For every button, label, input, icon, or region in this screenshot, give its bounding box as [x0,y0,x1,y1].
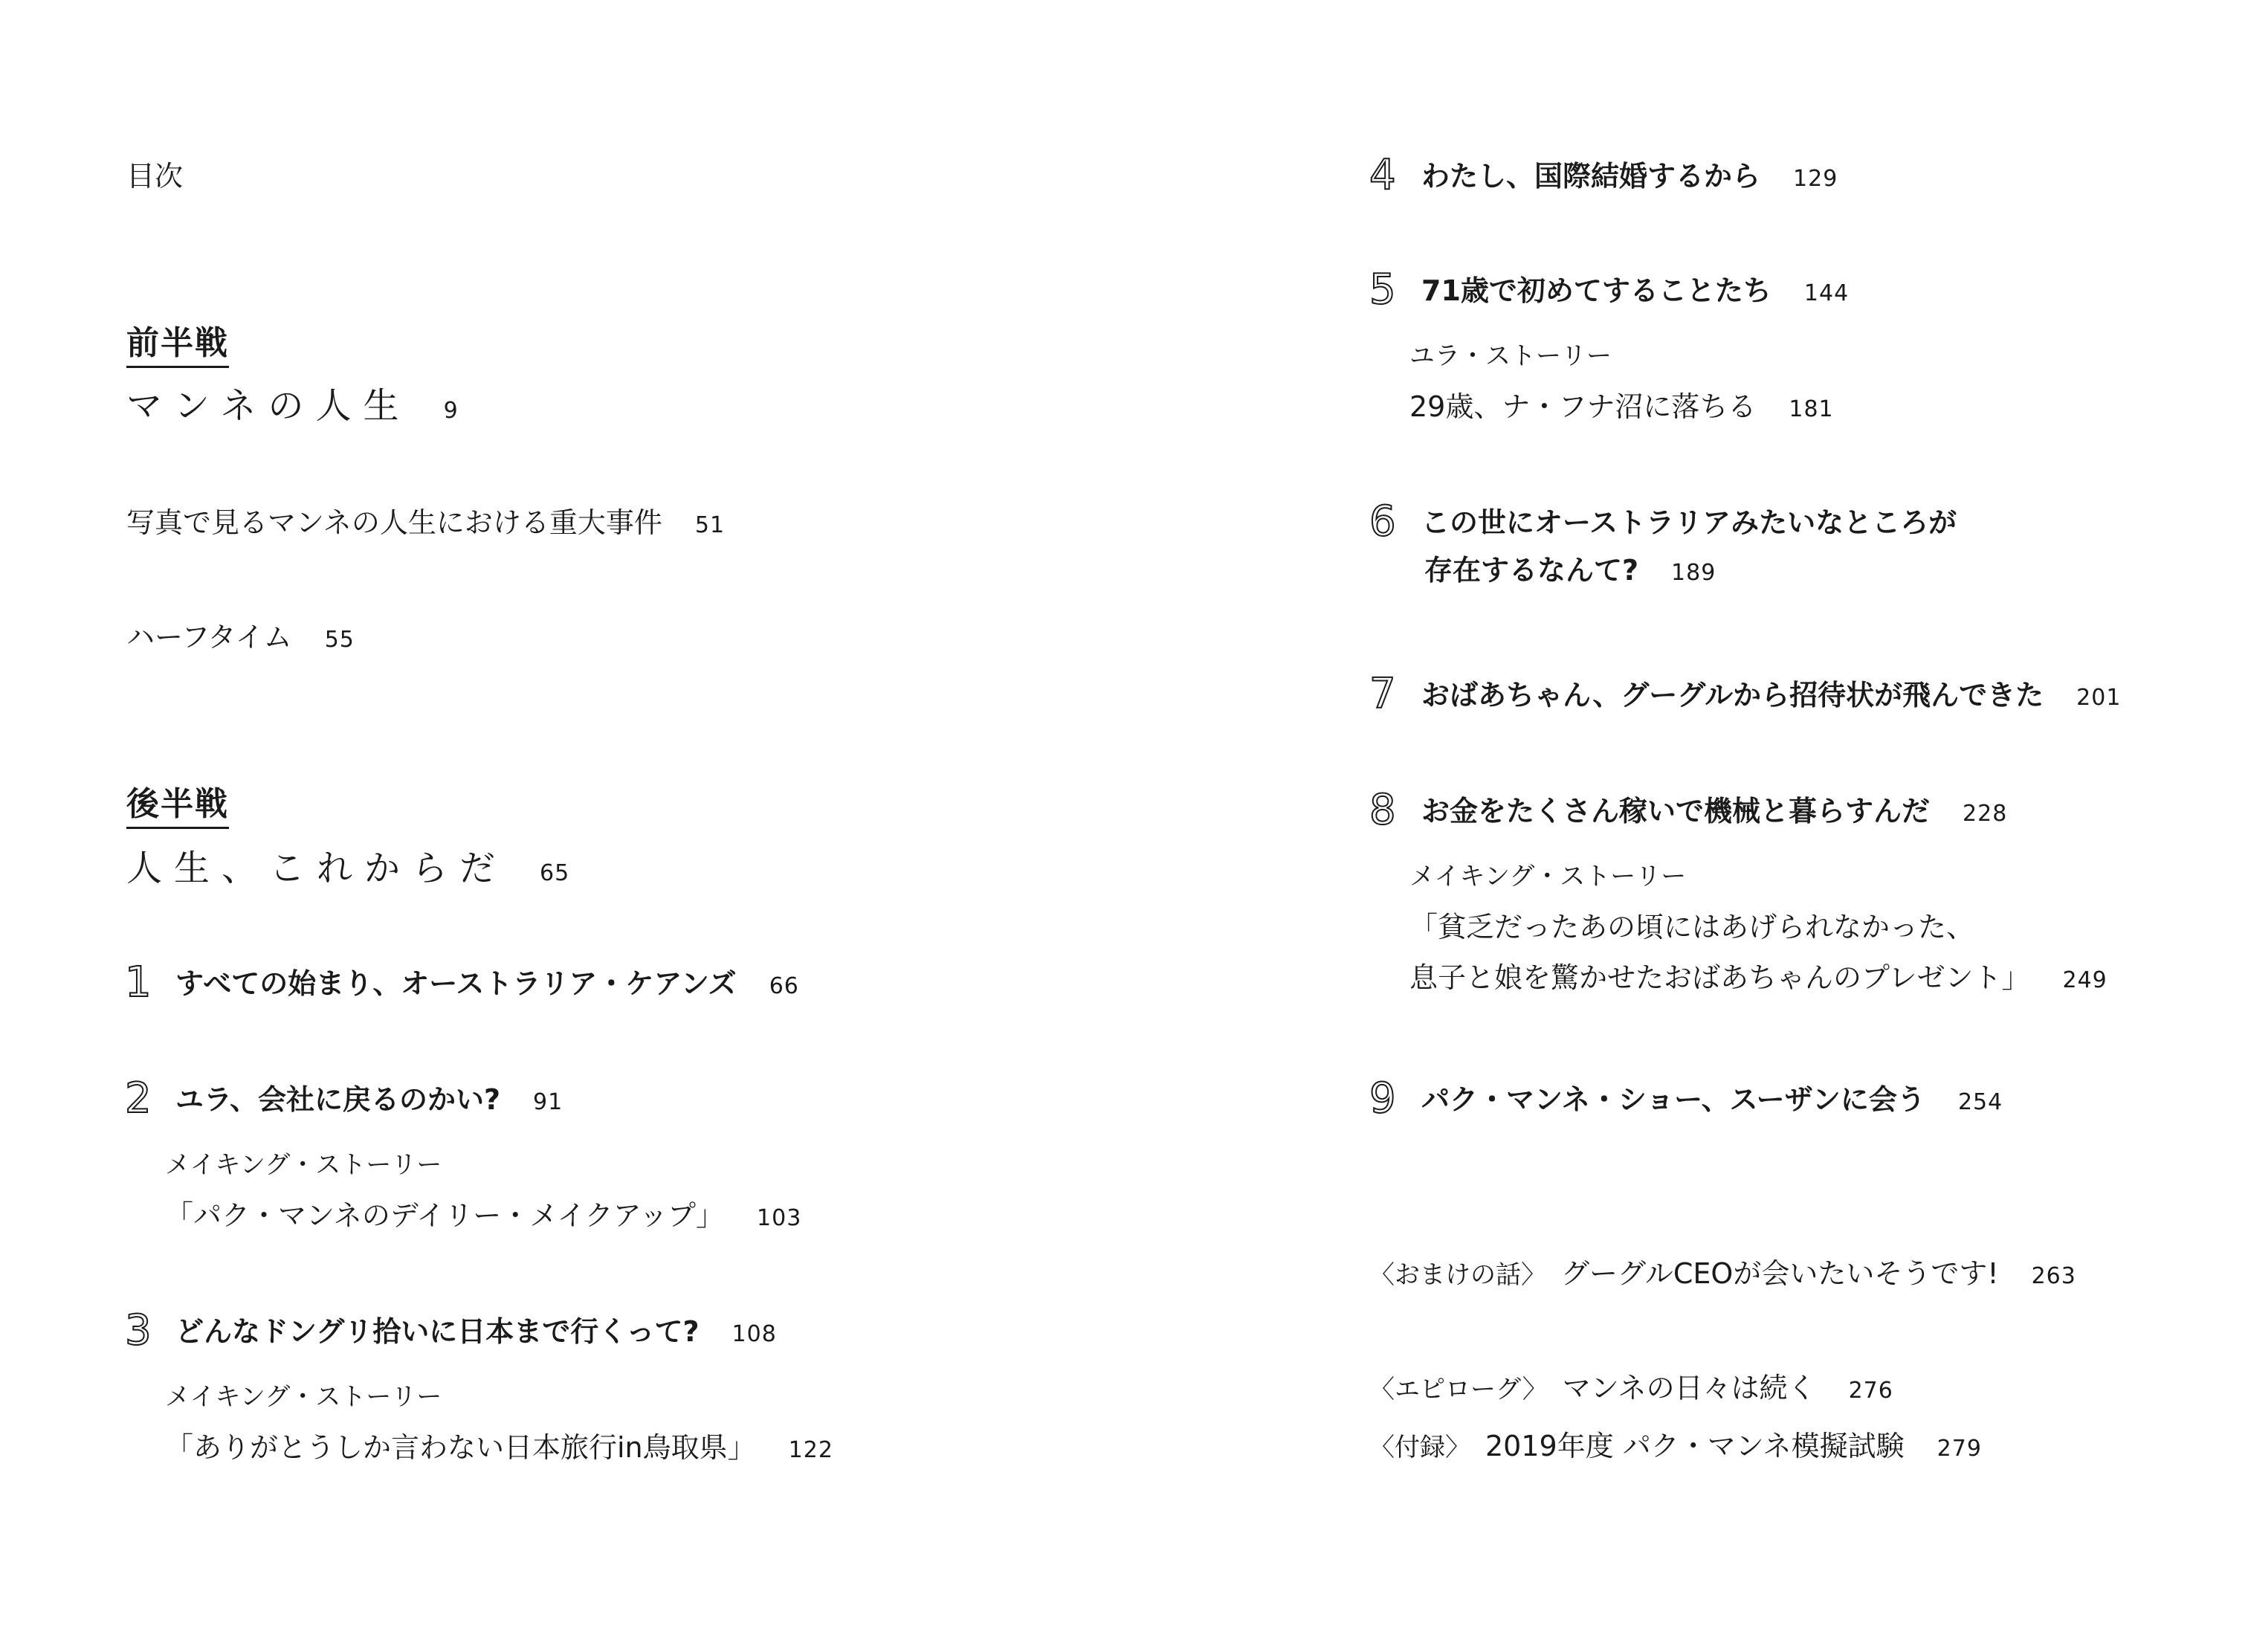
page-number: 65 [540,860,570,886]
extra-label: 〈おまけの話〉 [1369,1260,1546,1290]
chapter-title-line2: 存在するなんて? [1424,554,1639,587]
extra-entry[interactable] [1369,1432,1982,1460]
page-number: 189 [1671,560,1716,586]
toc-item[interactable] [126,506,726,539]
extra-title: 2019年度 パク・マンネ模擬試験 [1485,1430,1905,1462]
page-number: 276 [1848,1378,1893,1404]
page-number: 55 [324,627,355,653]
page-number: 201 [2076,685,2122,711]
chapter-entry[interactable] [175,1085,563,1114]
chapter-number: 2 [125,1074,152,1123]
chapter-title: わたし、国際結婚するから [1421,160,1761,193]
page-number: 129 [1793,166,1838,192]
toc-title: 目次 [126,160,184,193]
chapter-title-line1[interactable]: この世にオーストラリアみたいなところが [1421,506,1957,539]
chapter-entry[interactable] [175,969,799,998]
chapter-entry[interactable] [1421,160,1838,193]
page-number: 51 [694,512,726,538]
extra-label: 〈付録〉 [1369,1433,1470,1462]
sub-story-title: 「パク・マンネのデイリー・メイクアップ」 [165,1199,725,1232]
chapter-title: おばあちゃん、グーグルから招待状が飛んできた [1421,679,2044,712]
sub-story-entry[interactable] [1409,961,2108,994]
sub-story-entry[interactable] [165,1201,801,1230]
chapter-number: 4 [1369,151,1396,199]
chapter-number: 8 [1369,786,1396,834]
page-number: 228 [1963,801,2008,827]
page-number: 103 [757,1205,802,1231]
chapter-title: パク・マンネ・ショー、スーザンに会う [1421,1083,1925,1116]
sub-story-title: 「ありがとうしか言わない日本旅行in鳥取県」 [165,1431,756,1464]
chapter-number: 5 [1369,265,1396,314]
page-number: 254 [1957,1089,2003,1115]
page-number: 144 [1803,280,1850,306]
chapter-title: すべての始まり、オーストラリア・ケアンズ [175,967,737,1000]
chapter-title: 71歳で初めてすることたち [1421,274,1771,307]
second-half-title: 人生、これからだ [126,848,508,889]
chapter-entry[interactable] [1424,554,1716,587]
sub-story-label: ユラ・ストーリー [1409,341,1612,371]
page-number: 122 [788,1437,833,1463]
toc-item[interactable] [126,621,355,654]
chapter-title: ユラ、会社に戻るのかい? [175,1083,501,1116]
page-number: 279 [1937,1436,1982,1462]
extra-entry[interactable] [1369,1374,1893,1402]
page-number: 181 [1789,396,1834,422]
chapter-entry[interactable] [1421,274,1850,307]
chapter-entry[interactable] [1421,679,2122,712]
first-half-title: マンネの人生 [126,385,411,427]
sub-story-label: メイキング・ストーリー [165,1382,442,1412]
chapter-number: 7 [1369,670,1396,718]
chapter-number: 9 [1369,1074,1396,1123]
extra-label: 〈エピローグ〉 [1369,1375,1548,1404]
chapter-title: お金をたくさん稼いで機械と暮らすんだ [1421,795,1931,827]
chapter-number: 1 [125,958,152,1007]
chapter-title: どんなドングリ拾いに日本まで行くって? [175,1315,700,1348]
second-half-title-row[interactable] [126,848,570,889]
chapter-number: 3 [125,1306,152,1355]
sub-story-title-line2: 息子と娘を驚かせたおばあちゃんのプレゼント」 [1409,961,2030,994]
sub-story-title-line1[interactable]: 「貧乏だったあの頃にはあげられなかった、 [1409,911,1975,943]
page-number: 249 [2062,967,2108,993]
toc-item-title: 写真で見るマンネの人生における重大事件 [126,506,662,539]
page-number: 108 [731,1321,777,1347]
extra-entry[interactable] [1369,1259,2076,1288]
sub-story-label: メイキング・ストーリー [165,1150,442,1180]
chapter-entry[interactable] [1421,1085,2003,1114]
page-number: 91 [533,1089,563,1115]
page-number: 9 [443,398,459,424]
page-number: 66 [769,973,799,999]
sub-story-entry[interactable] [1409,390,1834,423]
sub-story-label: メイキング・ストーリー [1409,862,1687,891]
second-half-heading: 後半戦 [126,788,229,829]
extra-title: マンネの日々は続く [1562,1372,1816,1404]
first-half-heading: 前半戦 [126,327,229,368]
chapter-entry[interactable] [175,1317,777,1346]
first-half-title-row[interactable] [126,385,459,427]
chapter-entry[interactable] [1421,797,2007,825]
chapter-number: 6 [1369,497,1396,546]
toc-item-title: ハーフタイム [126,621,292,654]
extra-title: グーグルCEOが会いたいそうです! [1561,1257,1999,1290]
sub-story-entry[interactable] [165,1433,833,1462]
page-number: 263 [2031,1263,2076,1289]
sub-story-title: 29歳、ナ・フナ沼に落ちる [1409,390,1757,423]
